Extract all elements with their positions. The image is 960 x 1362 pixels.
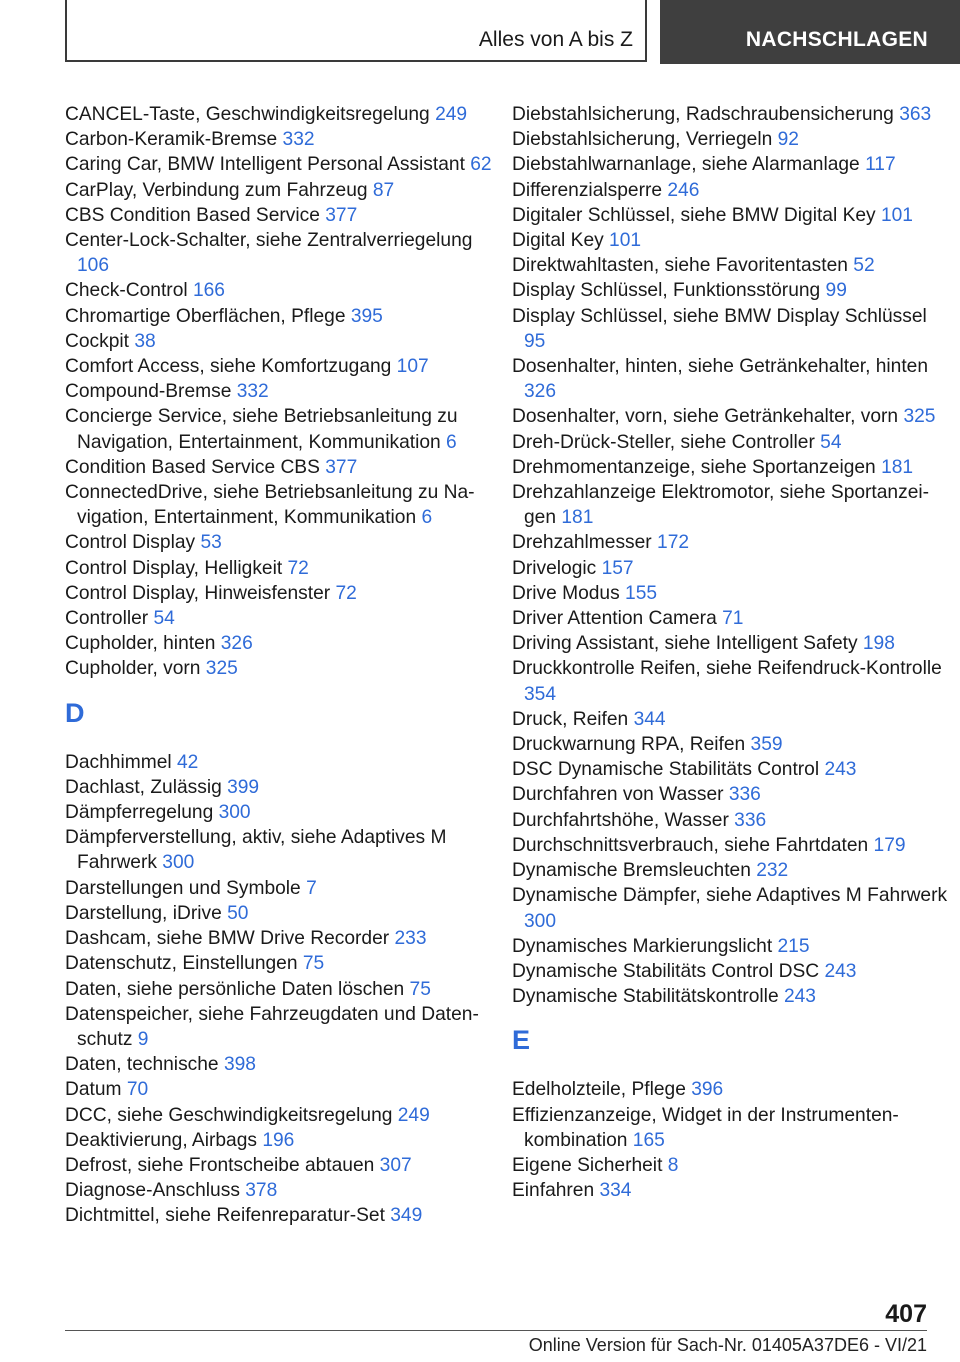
section-tab xyxy=(65,0,647,62)
section-title: Alles von A bis Z xyxy=(478,28,633,51)
index-entry xyxy=(512,858,952,883)
page-reference-link[interactable]: 334 xyxy=(599,1180,632,1202)
index-term: Control Display, Hinweisfenster xyxy=(65,582,336,604)
page-reference-link[interactable]: 92 xyxy=(777,129,799,151)
page-reference-link[interactable]: 325 xyxy=(903,406,936,428)
index-entry xyxy=(512,732,952,757)
index-entry xyxy=(65,102,505,127)
index-entry xyxy=(512,1077,952,1102)
index-term: Dynamisches Markierungslicht xyxy=(512,935,778,957)
page-reference-link[interactable]: 378 xyxy=(245,1180,278,1202)
page-reference-link[interactable]: 336 xyxy=(734,809,767,831)
index-entry xyxy=(65,379,505,404)
index-term: Direktwahltasten, siehe Favoritentasten xyxy=(512,255,854,277)
page-reference-link[interactable]: 165 xyxy=(632,1129,665,1151)
page-reference-link[interactable]: 395 xyxy=(350,305,383,327)
index-entry xyxy=(512,757,952,782)
index-entry xyxy=(65,1178,505,1203)
index-term: Cockpit xyxy=(65,330,135,352)
page-reference-link[interactable]: 300 xyxy=(218,802,251,824)
index-term: Check-Control xyxy=(65,280,193,302)
page-reference-link[interactable]: 181 xyxy=(561,507,594,529)
index-entry xyxy=(512,833,952,858)
index-entry xyxy=(65,800,505,825)
page-reference-link[interactable]: 157 xyxy=(601,557,634,579)
index-entry xyxy=(512,656,952,706)
index-entry xyxy=(512,782,952,807)
index-term: Caring Car, BMW Intelligent Personal Assistant xyxy=(65,154,471,176)
page-reference-link[interactable]: 95 xyxy=(524,330,546,352)
index-entry xyxy=(65,278,505,303)
index-term: Druckkontrolle Reifen, siehe Reifendruck-Kontrolle xyxy=(512,658,942,680)
index-term: Druckwarnung RPA, Reifen xyxy=(512,734,751,756)
index-entry xyxy=(65,876,505,901)
page-reference-link[interactable]: 52 xyxy=(853,255,875,277)
index-term: Cupholder, hinten xyxy=(65,633,221,655)
page-reference-link[interactable]: 107 xyxy=(396,356,429,378)
page-reference-link[interactable]: 243 xyxy=(824,759,857,781)
index-term: Datenspeicher, siehe Fahrzeugdaten und Datenschutz xyxy=(65,1003,479,1050)
index-entry xyxy=(512,883,952,933)
page-reference-link[interactable]: 243 xyxy=(824,960,857,982)
index-entry xyxy=(65,926,505,951)
index-term: Durchschnittsverbrauch, siehe Fahrtdaten xyxy=(512,834,874,856)
index-term: Dosenhalter, hinten, siehe Getränkehalter, hinten xyxy=(512,356,929,378)
page-number: 407 xyxy=(885,1300,927,1328)
page-reference-link[interactable]: 9 xyxy=(137,1028,149,1050)
index-term: Dreh-Drück-Steller, siehe Controller xyxy=(512,431,821,453)
index-term: Einfahren xyxy=(512,1180,600,1202)
index-entry xyxy=(512,455,952,480)
index-entry xyxy=(65,556,505,581)
page-reference-link[interactable]: 166 xyxy=(192,280,225,302)
index-entry xyxy=(512,102,952,127)
index-entry xyxy=(65,1002,505,1052)
index-term: Cupholder, vorn xyxy=(65,658,206,680)
index-column-right xyxy=(512,102,952,1203)
page-reference-link[interactable]: 72 xyxy=(287,557,309,579)
page-reference-link[interactable]: 181 xyxy=(881,456,914,478)
index-term: Daten, technische xyxy=(65,1054,224,1076)
index-entry xyxy=(65,631,505,656)
index-term: Datum xyxy=(65,1079,127,1101)
page-reference-link[interactable]: 332 xyxy=(282,129,315,151)
index-term: Concierge Service, siehe Betriebsanleitung zu Navigation, Entertainment, Kommunikation xyxy=(65,406,458,453)
page-reference-link[interactable]: 117 xyxy=(865,154,896,176)
page-reference-link[interactable]: 336 xyxy=(728,784,761,806)
index-entry xyxy=(512,304,952,354)
page-reference-link[interactable]: 106 xyxy=(77,255,110,277)
index-entry xyxy=(65,951,505,976)
index-entry xyxy=(512,253,952,278)
page-reference-link[interactable]: 72 xyxy=(335,582,357,604)
index-term: Diebstahlwarnanlage, siehe Alarmanlage xyxy=(512,154,866,176)
index-entry xyxy=(512,178,952,203)
index-entry xyxy=(65,480,505,530)
page-reference-link[interactable]: 233 xyxy=(394,928,427,950)
index-term: Eigene Sicherheit xyxy=(512,1154,668,1176)
index-entry xyxy=(65,404,505,454)
index-entry xyxy=(512,581,952,606)
index-term: ConnectedDrive, siehe Betriebsanleitung zu Navigation, Entertainment, Kommunikation xyxy=(65,482,475,529)
page-reference-link[interactable]: 75 xyxy=(302,953,325,975)
page-reference-link[interactable]: 307 xyxy=(379,1154,412,1176)
page-reference-link[interactable]: 399 xyxy=(227,776,260,798)
index-term: Dachlast, Zulässig xyxy=(65,776,228,798)
index-term: Dachhimmel xyxy=(65,751,177,773)
index-term: Effizienzanzeige, Widget in der Instrumentenkombination xyxy=(512,1104,899,1151)
index-term: Dichtmittel, siehe Reifenreparatur-Set xyxy=(65,1205,391,1227)
index-term: Driver Attention Camera xyxy=(512,608,723,630)
index-term: Differenzialsperre xyxy=(512,179,668,201)
index-term: Datenschutz, Einstellungen xyxy=(65,953,303,975)
index-term: Durchfahrtshöhe, Wasser xyxy=(512,809,735,831)
index-term: Drehmomentanzeige, siehe Sportanzeigen xyxy=(512,456,882,478)
index-term: Drehzahlmesser xyxy=(512,532,658,554)
index-term: Deaktivierung, Airbags xyxy=(65,1129,263,1151)
index-term: Drive Modus xyxy=(512,582,626,604)
index-entry xyxy=(65,606,505,631)
index-entry xyxy=(65,581,505,606)
index-term: Durchfahren von Wasser xyxy=(512,784,729,806)
page-reference-link[interactable]: 54 xyxy=(820,431,842,453)
index-entry xyxy=(512,934,952,959)
index-entry xyxy=(65,1052,505,1077)
page-reference-link[interactable]: 354 xyxy=(524,683,557,705)
index-entry xyxy=(512,430,952,455)
index-entry xyxy=(65,530,505,555)
index-term: Display Schlüssel, Funktionsstörung xyxy=(512,280,826,302)
index-entry xyxy=(65,977,505,1002)
page-reference-link[interactable]: 326 xyxy=(220,633,253,655)
index-entry xyxy=(512,631,952,656)
index-term: Diebstahlsicherung, Radschraubensicherung xyxy=(512,104,900,125)
index-entry xyxy=(65,354,505,379)
index-entry xyxy=(512,354,952,404)
index-term: Digital Key xyxy=(512,230,610,252)
index-term: Digitaler Schlüssel, siehe BMW Digital Key xyxy=(512,204,881,226)
page-reference-link[interactable]: 332 xyxy=(236,381,269,403)
page-reference-link[interactable]: 172 xyxy=(657,532,690,554)
page-reference-link[interactable]: 101 xyxy=(880,204,913,226)
page-reference-link[interactable]: 99 xyxy=(825,280,847,302)
index-entry xyxy=(512,228,952,253)
page-reference-link[interactable]: 38 xyxy=(134,330,156,352)
page-reference-link[interactable]: 6 xyxy=(446,431,457,453)
index-term: Controller xyxy=(65,608,154,630)
index-entry xyxy=(65,825,505,875)
index-entry xyxy=(512,959,952,984)
index-term: Display Schlüssel, siehe BMW Display Schlüssel xyxy=(512,305,927,327)
index-term: Drehzahlanzeige Elektromotor, siehe Sportanzeigen xyxy=(512,482,930,529)
index-entry xyxy=(65,1203,505,1228)
index-letter-heading: E xyxy=(512,1025,531,1056)
index-term: DSC Dynamische Stabilitäts Control xyxy=(512,759,825,781)
index-entry xyxy=(512,127,952,152)
index-entry xyxy=(65,127,505,152)
index-entry xyxy=(512,530,952,555)
index-term: Chromartige Oberflächen, Pflege xyxy=(65,305,351,327)
index-term: Darstellungen und Symbole xyxy=(65,877,307,899)
index-entry xyxy=(512,606,952,631)
index-entry xyxy=(65,1153,505,1178)
index-term: Control Display xyxy=(65,532,201,554)
index-term: Dynamische Stabilitätskontrolle xyxy=(512,986,784,1008)
index-term: Edelholzteile, Pflege xyxy=(512,1079,692,1101)
index-term: Dämpferregelung xyxy=(65,802,219,824)
index-entry xyxy=(65,304,505,329)
index-entry xyxy=(65,152,505,177)
index-entry xyxy=(65,455,505,480)
index-entry xyxy=(512,984,952,1009)
chapter-tab: NACHSCHLAGEN xyxy=(660,0,960,64)
page-reference-link[interactable]: 232 xyxy=(756,860,789,882)
index-term: Control Display, Helligkeit xyxy=(65,557,288,579)
index-entry xyxy=(65,1103,505,1128)
index-entry xyxy=(65,656,505,681)
index-term: Dashcam, siehe BMW Drive Recorder xyxy=(65,928,395,950)
page-reference-link[interactable]: 71 xyxy=(722,608,744,630)
index-term: CANCEL-Taste, Geschwindigkeitsregelung xyxy=(65,104,436,125)
index-term: Defrost, siehe Frontscheibe abtauen xyxy=(65,1154,380,1176)
page-reference-link[interactable]: 249 xyxy=(397,1104,430,1126)
index-term: Dosenhalter, vorn, siehe Getränkehalter, vorn xyxy=(512,406,904,428)
index-entry xyxy=(65,203,505,228)
index-entry xyxy=(512,808,952,833)
index-entry xyxy=(512,1103,952,1153)
index-entry xyxy=(65,1128,505,1153)
index-entry xyxy=(65,750,505,775)
index-entry xyxy=(65,228,505,278)
index-entry xyxy=(512,556,952,581)
index-entry xyxy=(512,152,952,177)
index-term: Darstellung, iDrive xyxy=(65,902,228,924)
index-term: Condition Based Service CBS xyxy=(65,456,326,478)
page-reference-link[interactable]: 363 xyxy=(899,104,932,125)
index-term: Dämpferverstellung, aktiv, siehe Adaptives M Fahrwerk xyxy=(65,827,447,874)
page-reference-link[interactable]: 101 xyxy=(609,230,642,252)
page-reference-link[interactable]: 246 xyxy=(667,179,700,201)
index-term: Diebstahlsicherung, Verriegeln xyxy=(512,129,778,151)
index-entry xyxy=(512,404,952,429)
index-term: Center-Lock-Schalter, siehe Zentralverriegelung xyxy=(65,230,473,252)
index-term: Dynamische Dämpfer, siehe Adaptives M Fahrwerk xyxy=(512,885,948,907)
page-reference-link[interactable]: 75 xyxy=(409,978,431,1000)
page-reference-link[interactable]: 326 xyxy=(524,381,557,403)
page-reference-link[interactable]: 377 xyxy=(325,456,358,478)
index-term: Dynamische Bremsleuchten xyxy=(512,860,757,882)
index-entry xyxy=(512,707,952,732)
index-term: Carbon-Keramik-Bremse xyxy=(65,129,283,151)
footer-divider xyxy=(65,1330,927,1331)
index-term: Driving Assistant, siehe Intelligent Safety xyxy=(512,633,863,655)
index-term: Comfort Access, siehe Komfortzugang xyxy=(65,356,397,378)
index-term: CarPlay, Verbindung zum Fahrzeug xyxy=(65,179,373,201)
index-term: CBS Condition Based Service xyxy=(65,204,326,226)
page-reference-link[interactable]: 198 xyxy=(862,633,895,655)
page-reference-link[interactable]: 8 xyxy=(667,1154,679,1176)
page-reference-link[interactable]: 325 xyxy=(205,658,238,680)
index-entry xyxy=(65,178,505,203)
page-reference-link[interactable]: 249 xyxy=(435,104,468,125)
index-entry xyxy=(512,1178,952,1203)
index-column-left xyxy=(65,102,505,1229)
index-entry xyxy=(65,901,505,926)
page-reference-link[interactable]: 54 xyxy=(153,608,175,630)
footer-version: Online Version für Sach-Nr. 01405A37DE6 - VI/21 xyxy=(528,1335,927,1355)
page-reference-link[interactable]: 344 xyxy=(633,708,666,730)
index-term: Dynamische Stabilitäts Control DSC xyxy=(512,960,825,982)
page-reference-link[interactable]: 377 xyxy=(325,204,358,226)
index-term: Drivelogic xyxy=(512,557,602,579)
page-reference-link[interactable]: 50 xyxy=(227,902,249,924)
index-term: DCC, siehe Geschwindigkeitsregelung xyxy=(65,1104,398,1126)
page-reference-link[interactable]: 398 xyxy=(223,1054,256,1076)
index-term: Daten, siehe persönliche Daten löschen xyxy=(65,978,410,1000)
page-reference-link[interactable]: 179 xyxy=(873,834,906,856)
index-entry xyxy=(65,329,505,354)
index-term: Druck, Reifen xyxy=(512,708,634,730)
page-reference-link[interactable]: 42 xyxy=(176,751,199,773)
page-reference-link[interactable]: 243 xyxy=(783,986,816,1008)
index-entry xyxy=(65,1077,505,1102)
page-reference-link[interactable]: 87 xyxy=(372,179,395,201)
page-header xyxy=(0,0,960,66)
page-reference-link[interactable]: 6 xyxy=(421,507,433,529)
index-term: Diagnose-Anschluss xyxy=(65,1180,246,1202)
index-entry xyxy=(512,1153,952,1178)
index-term: Compound-Bremse xyxy=(65,381,237,403)
page-reference-link[interactable]: 70 xyxy=(126,1079,149,1101)
page-reference-link[interactable]: 62 xyxy=(470,154,492,176)
index-entry xyxy=(512,278,952,303)
page-reference-link[interactable]: 215 xyxy=(777,935,810,957)
page-reference-link[interactable]: 300 xyxy=(524,910,557,932)
page-reference-link[interactable]: 196 xyxy=(262,1129,295,1151)
index-entry xyxy=(512,480,952,530)
index-letter-heading: D xyxy=(65,697,85,728)
index-entry xyxy=(65,775,505,800)
page-reference-link[interactable]: 349 xyxy=(390,1205,423,1227)
page-reference-link[interactable]: 7 xyxy=(306,877,317,899)
page-reference-link[interactable]: 300 xyxy=(162,852,195,874)
index-entry xyxy=(512,203,952,228)
page-reference-link[interactable]: 359 xyxy=(750,734,783,756)
page-reference-link[interactable]: 53 xyxy=(200,532,222,554)
page-reference-link[interactable]: 396 xyxy=(691,1079,724,1101)
page-reference-link[interactable]: 155 xyxy=(625,582,658,604)
